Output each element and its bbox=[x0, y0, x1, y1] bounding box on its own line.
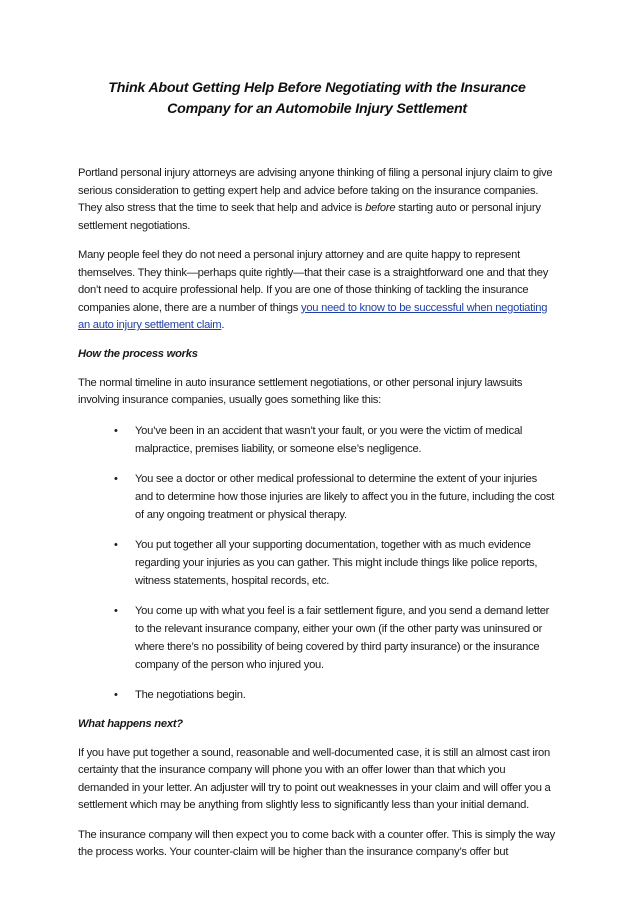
bullet-icon: • bbox=[114, 688, 118, 701]
bullet-icon: • bbox=[114, 604, 118, 617]
intro-paragraph-1 bbox=[78, 165, 556, 235]
intro-p2-text: Many people feel they do not need a personal injury attorney and are quite happy to represent themselves. They think—perhaps quite rightly—that their case is a straightforward one and that they don’t need to acquire professional help. If you are one of those thinking of tackling the insurance companies alone, there are a number of things bbox=[78, 249, 549, 314]
list-item-text: You’ve been in an accident that wasn’t your fault, or you were the victim of medical malpractice, premises liability, or someone else’s negligence. bbox=[135, 424, 523, 455]
settlement-claim-link[interactable]: you need to know to be successful when negotiating an auto injury settlement claim bbox=[78, 301, 548, 331]
process-steps-list bbox=[78, 422, 556, 704]
intro-p1-emphasis: before bbox=[365, 202, 396, 214]
list-item bbox=[78, 686, 556, 704]
bullet-icon: • bbox=[114, 424, 118, 437]
intro-p2-text-end: . bbox=[221, 319, 225, 331]
list-item bbox=[78, 422, 556, 458]
next-paragraph-2: The insurance company will then expect you to come back with a counter offer. This is simply the way the process works. Your counter-claim will be higher than the insurance company’s offer but bbox=[78, 828, 556, 858]
list-item bbox=[78, 470, 556, 524]
title-line-1: Think About Getting Help Before Negotiating with the Insurance bbox=[108, 80, 526, 96]
title-line-2: Company for an Automobile Injury Settlement bbox=[167, 101, 467, 117]
process-lead-paragraph: The normal timeline in auto insurance settlement negotiations, or other personal injury lawsuits involving insurance companies, usually goes something like this: bbox=[78, 376, 523, 406]
list-item-text: The negotiations begin. bbox=[135, 688, 246, 701]
list-item bbox=[78, 536, 556, 590]
list-item bbox=[78, 602, 556, 674]
bullet-icon: • bbox=[114, 472, 118, 485]
section-heading-next: What happens next? bbox=[78, 717, 183, 730]
intro-paragraph-2 bbox=[78, 247, 556, 335]
list-item-text: You come up with what you feel is a fair settlement figure, and you send a demand letter to the relevant insurance company, either your own (if the other party was uninsured or where there’s no possibility of being covered by third party insurance) or the insurance company of the person who injured you. bbox=[135, 604, 550, 671]
section-heading-process: How the process works bbox=[78, 347, 198, 360]
list-item-text: You see a doctor or other medical professional to determine the extent of your injuries and to determine how those injuries are likely to affect you in the future, including the cost of any ongoing treatment or physical therapy. bbox=[135, 472, 555, 521]
bullet-icon: • bbox=[114, 538, 118, 551]
next-paragraph-1: If you have put together a sound, reasonable and well-documented case, it is still an almost cast iron certainty that the insurance company will phone you with an offer lower than that which you demanded in your letter. An adjuster will try to point out weaknesses in your claim and will offer you a settlement which may be anything from slightly less to significantly less than your initial demand. bbox=[78, 746, 551, 811]
intro-p1-text: Portland personal injury attorneys are advising anyone thinking of filing a personal injury claim to give serious consideration to getting expert help and advice before taking on the insurance companies. They also stress that the time to seek that help and advice is bbox=[78, 167, 553, 214]
list-item-text: You put together all your supporting documentation, together with as much evidence regarding your injuries as you can gather. This might include things like police reports, witness statements, hospital records, etc. bbox=[135, 538, 538, 587]
intro-p1-text-end: starting auto or personal injury settlement negotiations. bbox=[78, 202, 541, 232]
document-title bbox=[78, 78, 556, 120]
